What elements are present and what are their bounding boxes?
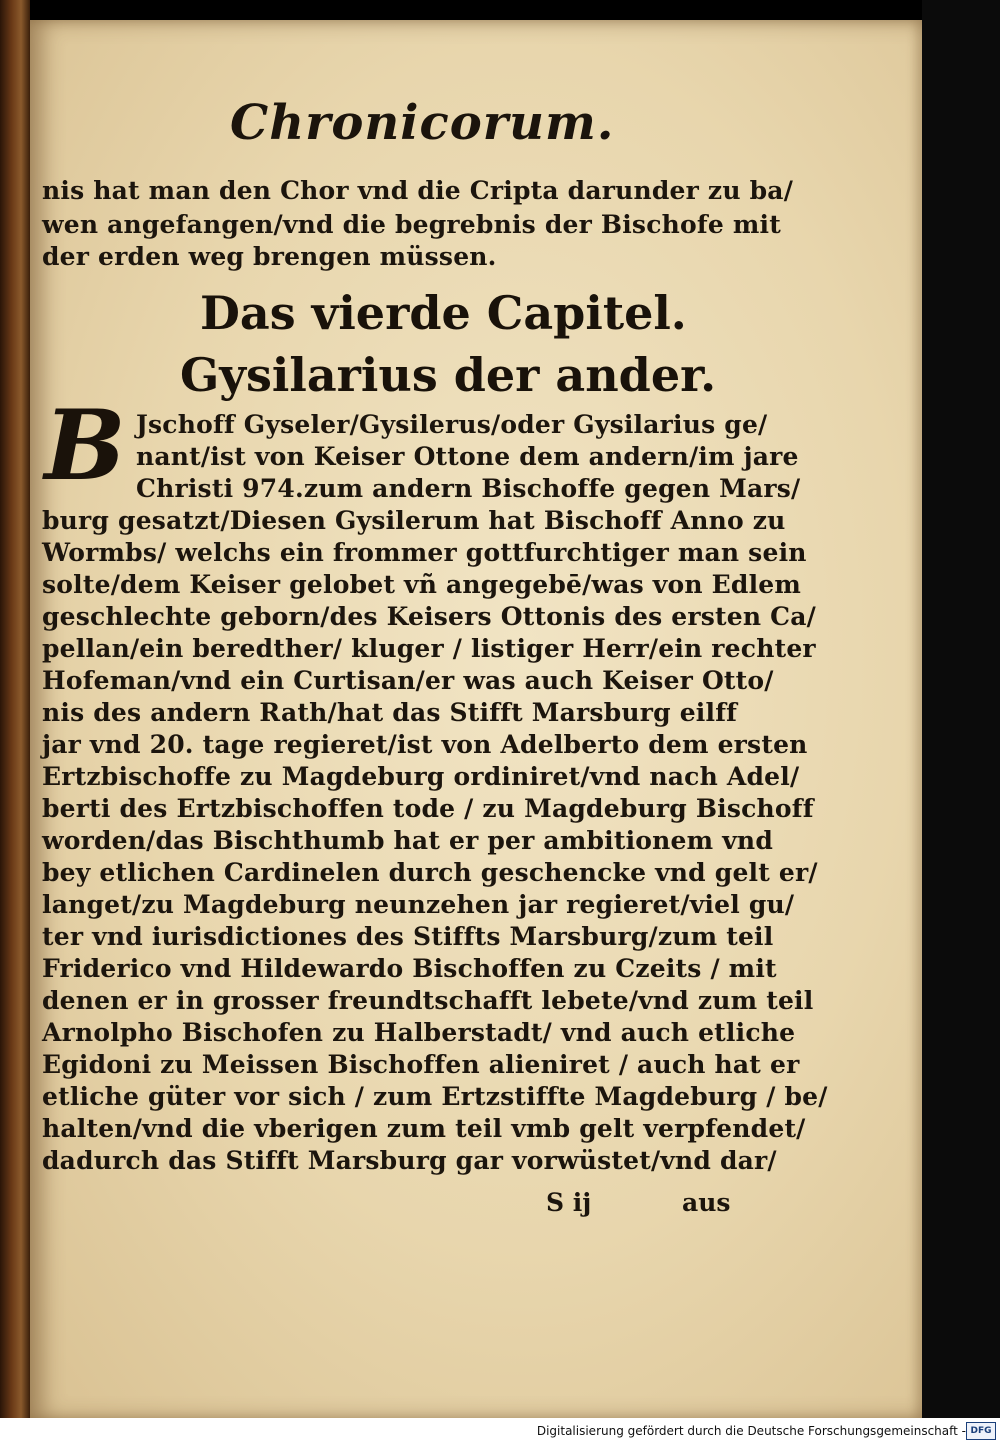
text-line: nis des andern Rath/hat das Stifft Marsburg eilff: [42, 698, 738, 727]
text-line: Friderico vnd Hildewardo Bischoffen zu Czeits / mit: [42, 954, 777, 983]
text-line: nis hat man den Chor vnd die Cripta darunder zu ba/: [42, 176, 794, 205]
running-head: Chronicorum.: [230, 95, 615, 151]
text-line: dadurch das Stifft Marsburg gar vorwüstet/vnd dar/: [42, 1146, 777, 1175]
text-line: langet/zu Magdeburg neunzehen jar regieret/viel gu/: [42, 890, 795, 919]
text-line: burg gesatzt/Diesen Gysilerum hat Bischoff Anno zu: [42, 506, 786, 535]
footer-bar: [0, 1418, 1000, 1444]
chapter-heading: Das vierde Capitel.: [200, 286, 687, 340]
text-line: worden/das Bischthumb hat er per ambitionem vnd: [42, 826, 773, 855]
text-line: bey etlichen Cardinelen durch geschencke vnd gelt er/: [42, 858, 818, 887]
text-line: jar vnd 20. tage regieret/ist von Adelberto dem ersten: [42, 730, 808, 759]
text-line: Egidoni zu Meissen Bischoffen alieniret / auch hat er: [42, 1050, 800, 1079]
text-line: solte/dem Keiser gelobet vñ angegebē/was von Edlem: [42, 570, 802, 599]
text-line: pellan/ein beredther/ kluger / listiger Herr/ein rechter: [42, 634, 816, 663]
signature-mark: S ij: [546, 1188, 592, 1217]
catchword: aus: [682, 1188, 731, 1217]
text-line: geschlechte geborn/des Keisers Ottonis des ersten Ca/: [42, 602, 816, 631]
text-line: etliche güter vor sich / zum Ertzstiffte Magdeburg / be/: [42, 1082, 828, 1111]
scan-margin: [922, 0, 1000, 1418]
section-heading: Gysilarius der ander.: [180, 348, 717, 402]
text-line: Christi 974.zum andern Bischoffe gegen Mars/: [136, 474, 801, 503]
text-line: berti des Ertzbischoffen tode / zu Magdeburg Bischoff: [42, 794, 814, 823]
text-line: nant/ist von Keiser Ottone dem andern/im jare: [136, 442, 799, 471]
text-line: Hofeman/vnd ein Curtisan/er was auch Keiser Otto/: [42, 666, 774, 695]
text-line: denen er in grosser freundtschafft lebete/vnd zum teil: [42, 986, 814, 1015]
initial-letter: B: [44, 389, 126, 502]
text-line: Ertzbischoffe zu Magdeburg ordiniret/vnd nach Adel/: [42, 762, 800, 791]
text-line: halten/vnd die vberigen zum teil vmb gelt verpfendet/: [42, 1114, 806, 1143]
text-line: Jschoff Gyseler/Gysilerus/oder Gysilarius ge/: [136, 410, 768, 439]
text-line: Wormbs/ welchs ein frommer gottfurchtiger man sein: [42, 538, 807, 567]
text-line: ter vnd iurisdictiones des Stiffts Marsburg/zum teil: [42, 922, 774, 951]
text-line: Arnolpho Bischofen zu Halberstadt/ vnd auch etliche: [42, 1018, 796, 1047]
funding-credit: Digitalisierung gefördert durch die Deutsche Forschungsgemeinschaft -: [536, 1424, 966, 1438]
dfg-logo: DFG: [966, 1422, 996, 1440]
text-line: der erden weg brengen müssen.: [42, 242, 497, 271]
text-line: wen angefangen/vnd die begrebnis der Bischofe mit: [42, 210, 781, 239]
book-binding: [0, 0, 30, 1418]
